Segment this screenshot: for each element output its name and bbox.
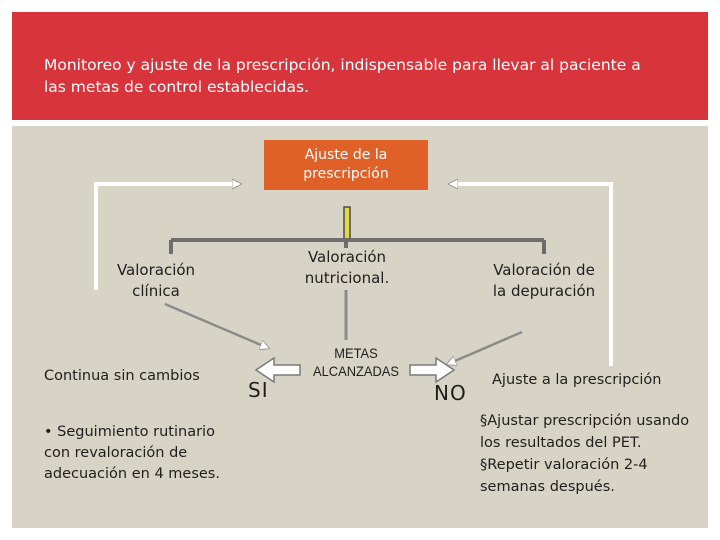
no-arrow-icon xyxy=(410,358,454,382)
action-item: §Ajustar prescripción usando los resultados del PET. xyxy=(480,413,690,451)
adjust-prescription-label: Ajuste de la prescripción xyxy=(303,147,389,182)
stem-bar xyxy=(344,207,350,239)
adjust-prescription-box xyxy=(264,140,428,190)
routine-followup-text: • Seguimiento rutinario con revaloración de adecuación en 4 meses. xyxy=(44,424,220,482)
adjust-prescription-result-label: Ajuste a la prescripción xyxy=(492,372,662,388)
nutritional-assessment-label: Valoración nutricional. xyxy=(304,248,390,287)
purification-assessment-label: Valoración de la depuración xyxy=(492,261,596,300)
purification-to-no-arrow xyxy=(448,332,522,364)
slide-title: Monitoreo y ajuste de la prescripción, indispensable para llevar al paciente a las metas de control establecidas. xyxy=(44,56,641,96)
goals-reached-label: METAS ALCANZADAS xyxy=(313,345,399,379)
no-label: NO xyxy=(434,381,467,405)
action-item: §Repetir valoración 2-4 semanas después. xyxy=(480,457,648,495)
adjustment-actions xyxy=(480,410,690,498)
clinical-assessment-label: Valoración clínica xyxy=(116,261,196,300)
yes-label: SI xyxy=(248,378,269,402)
clinical-to-si-arrow xyxy=(165,304,268,348)
continue-unchanged-label: Continua sin cambios xyxy=(44,368,200,384)
